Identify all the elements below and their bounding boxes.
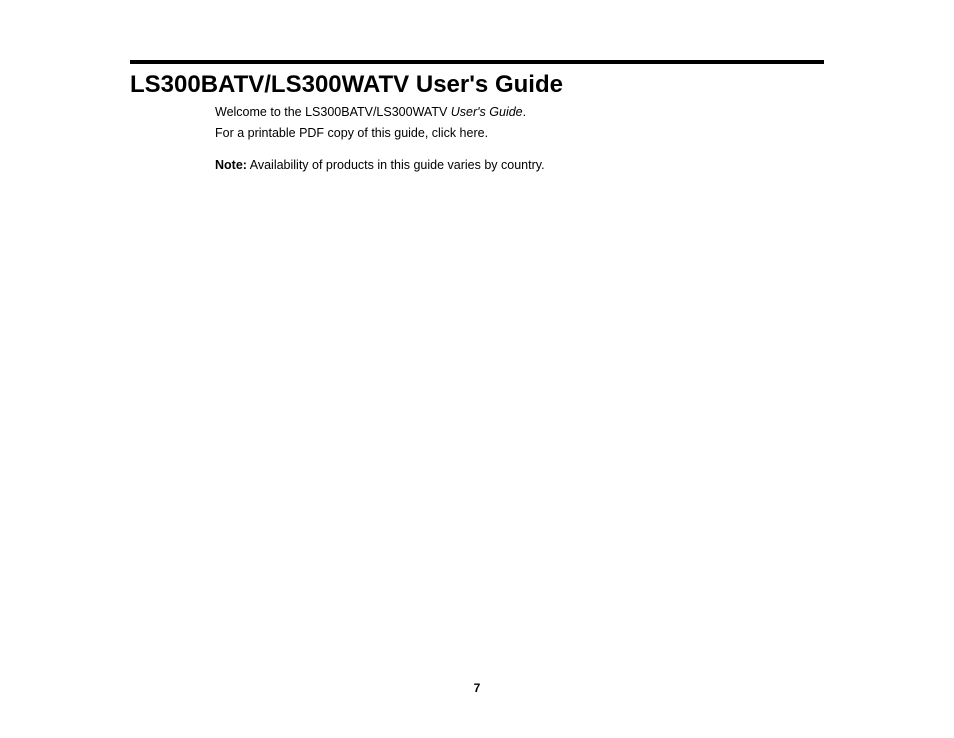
pdf-paragraph [215, 125, 488, 141]
welcome-paragraph [215, 104, 526, 120]
note-label: Note: [215, 158, 247, 172]
guide-name: User's Guide [450, 105, 523, 119]
pdf-link[interactable]: click here [431, 126, 485, 140]
title-rule [130, 60, 824, 64]
welcome-text: Welcome to the LS300BATV/LS300WATV [215, 105, 451, 119]
pdf-text: For a printable PDF copy of this guide, [215, 126, 432, 140]
page-title: LS300BATV/LS300WATV User's Guide [130, 71, 563, 98]
note-text: Availability of products in this guide varies by country. [246, 158, 545, 172]
welcome-period: . [522, 105, 527, 119]
pdf-period: . [484, 126, 489, 140]
page-number: 7 [473, 681, 481, 695]
note-paragraph [215, 157, 545, 173]
